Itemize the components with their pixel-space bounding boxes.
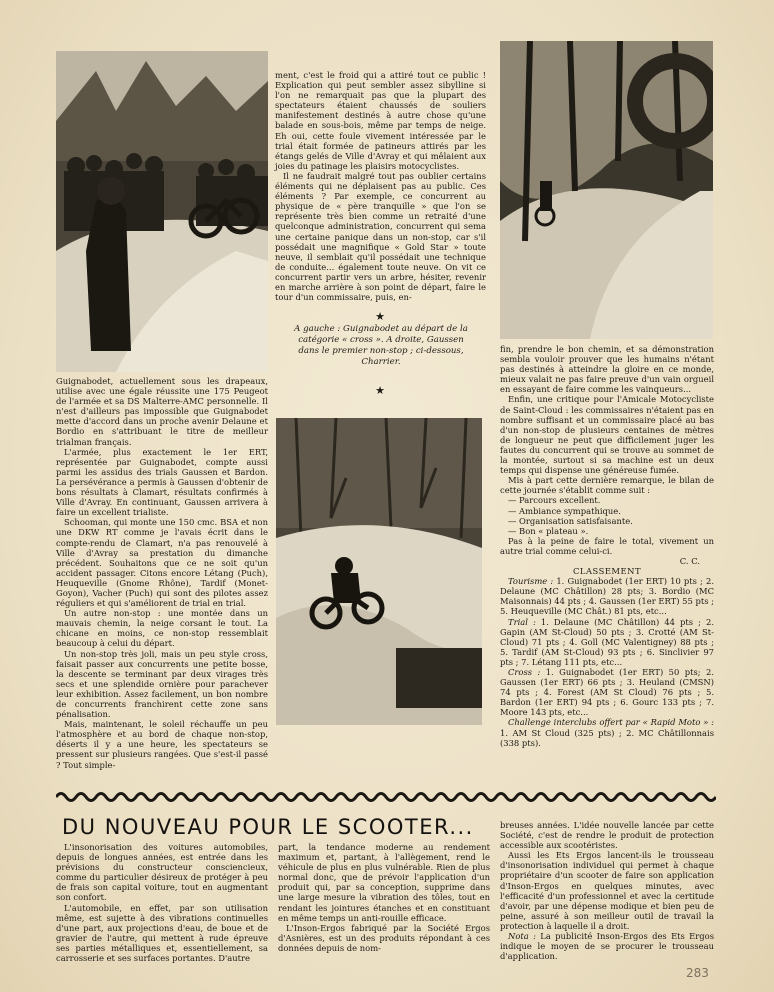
photo-rider-forest	[500, 41, 713, 339]
results-trial: Trial : 1. Delaune (MC Châtillon) 44 pts ; 2. Gapin (AM St-Cloud) 50 pts ; 3. Crotté (AM St-Cloud) 71 pts ; 4. Goll (MC Valentigney) 88 pts ; 5. Tardif (AM St-Cloud) 93 pts ; 6. Sinclivier 97 pts ; 7. Létang 111 pts, etc...	[500, 616, 714, 667]
scooter-article-headline: DU NOUVEAU POUR LE SCOOTER...	[62, 815, 474, 839]
page-number: 283	[686, 966, 709, 980]
paragraph: part, la tendance moderne au rendement maximum et, partant, à l'allègement, rend le véhicule de plus en plus vulnérable. Rien de plus normal donc, que de prévoir l'application d'un produit qui, par sa conception, supprime dans une large mesure la vibration des tôles, tout en rendant les jointures étanches et en constituant en même temps un anti-rouille efficace.	[278, 842, 490, 923]
star-separator: ★	[375, 310, 385, 323]
photo-caption: A gauche : Guignabodet au départ de la catégorie « cross ». A droite, Gaussen dans le premier non-stop ; ci-dessous, Charrier.	[294, 324, 468, 367]
paragraph: Pas à la peine de faire le total, vivement un autre trial comme celui-ci.	[500, 535, 714, 556]
article-column-left	[56, 376, 268, 770]
list-item: — Organisation satisfaisante.	[508, 515, 633, 526]
results-cross: Cross : 1. Guignabodet (1er ERT) 50 pts; 2. Gaussen (1er ERT) 66 pts ; 3. Heuland (CMSN) 74 pts ; 4. Forest (AM St Cloud) 76 pts ; 5. Bardon (1er ERT) 94 pts ; 6. Gourc 133 pts ; 7. Moore 143 pts, etc...	[500, 667, 714, 718]
article-column-right	[500, 344, 714, 748]
results-challenge: Challenge interclubs offert par « Rapid Moto » : 1. AM St Cloud (325 pts) ; 2. MC Châtillonnais (338 pts).	[500, 717, 714, 748]
results-tourisme: Tourisme : 1. Guignabodet (1er ERT) 10 pts ; 2. Delaune (MC Châtillon) 28 pts; 3. Bordio (MC Maisonnais) 44 pts ; 4. Gaussen (1er ERT) 55 pts ; 5. Heuqueville (MC Chât.) 81 pts, etc...	[500, 576, 714, 617]
paragraph: Mais, maintenant, le soleil réchauffe un peu l'atmosphère et au bord de chaque non-stop, déserts il y a une heure, les spectateurs se pressent sur plusieurs rangées. Que s'est-il passé ? Tout simple-	[56, 719, 268, 770]
paragraph: fin, prendre le bon chemin, et sa démonstration sembla vouloir prouver que les humains n'étant pas destinés à atteindre la gloire en ce monde, mieux valait ne pas faire preuve d'un vain orgueil en essayant de faire comme les vainqueurs...	[500, 344, 714, 395]
paragraph: Un autre non-stop : une montée dans un mauvais chemin, la neige corsant le tout. La chicane en moins, ce non-stop ressemblait beaucoup à celui du départ.	[56, 608, 268, 649]
paragraph: L'Inson-Ergos fabriqué par la Société Ergos d'Asnières, est un des produits répondant à ces données depuis de nom-	[278, 922, 490, 953]
paragraph: Aussi les Ets Ergos lancent-ils le trousseau d'insonorisation individuel qui permet à chaque propriétaire d'un scooter de faire son application d'Inson-Ergos en quelques minutes, avec l'efficacité d'un professionnel et avec la certitude d'avoir, par une dépense modique et bien peu de peine, assuré à son meilleur outil de travail la protection à laquelle il a droit.	[500, 850, 714, 931]
paragraph: L'armée, plus exactement le 1er ERT, représentée par Guignabodet, compte aussi parmi les assidus des trials Gaussen et Bardon. La persévérance a permis à Gaussen d'obtenir de bons résultats à Clamart, résultats confirmés à Ville d'Avray. En continuant, Gaussen arrivera à faire un excellent trialiste.	[56, 446, 268, 518]
paragraph: Guignabodet, actuellement sous les drapeaux, utilise avec une égale réussite une 175 Peugeot de l'armée et sa DS Malterre-AMC personnelle. Il n'est d'ailleurs pas impossible que Guignabodet mette d'accord dans un proche avenir Delaune et Bordio en s'attribuant le titre de meilleur trialman français.	[56, 376, 268, 447]
classement-heading: CLASSEMENT	[572, 566, 642, 577]
paragraph: Enfin, une critique pour l'Amicale Motocycliste de Saint-Cloud : les commissaires n'étaient pas en nombre suffisant et un commissaire placé au bas d'un non-stop de plusieurs centaines de mètres de longueur ne peut que difficilement juger les fautes du concurrent qui se trouve au sommet de la montée, surtout si sa machine est un deux temps qui dispense une généreuse fumée.	[500, 394, 714, 476]
photo-rider-snow-descent	[276, 418, 482, 725]
article-column-middle-top	[275, 70, 486, 302]
scooter-column-1	[56, 842, 268, 963]
paragraph: breuses années. L'idée nouvelle lancée par cette Société, c'est de rendre le produit de protection accessible aux scootéristes.	[500, 820, 714, 851]
list-item: — Parcours excellent.	[508, 495, 601, 506]
scooter-column-2	[278, 842, 490, 953]
paragraph: Mis à part cette dernière remarque, le bilan de cette journée s'établit comme suit :	[500, 475, 714, 496]
paragraph: Il ne faudrait malgré tout pas oublier certains éléments qui ne déplaisent pas au public. Ces éléments ? Par exemple, ce concurrent au physique de « père tranquille » que l'on se représente très bien comme un retraité d'une quelconque administration, concurrent qui sema une certaine panique dans un non-stop, car s'il possédait une magnifique « Gold Star » toute neuve, il semblait qu'il possédait une technique de conduite... également toute neuve. On vit ce concurrent partir vers un arbre, hésiter, revenir en marche arrière à son point de départ, faire le tour d'un commissaire, puis, en-	[275, 170, 486, 303]
photo-spectators-trial	[56, 51, 268, 372]
signature: C. C.	[679, 555, 700, 566]
paragraph: ment, c'est le froid qui a attiré tout ce public ! Explication qui peut sembler assez sibylline si l'on ne remarquait pas que la plupart des spectateurs étaient chaussés de souliers manifestement destinés à autre chose qu'une balade en sous-bois, même par temps de neige. Eh oui, cette foule vivement intéressée par le trial était formée de patineurs attirés par les étangs gelés de Ville d'Avray et qui mêlaient aux joies du patinage les plaisirs motocyclistes.	[275, 70, 486, 171]
star-separator: ★	[375, 384, 385, 397]
list-item: — Ambiance sympathique.	[508, 505, 621, 516]
list-item: — Bon « plateau ».	[508, 525, 589, 536]
paragraph: L'insonorisation des voitures automobiles, depuis de longues années, est entrée dans les prévisions du constructeur consciencieux, comme du particulier désireux de protéger à peu de frais son capital voiture, tout en augmentant son confort.	[56, 842, 268, 903]
paragraph: Nota : La publicité Inson-Ergos des Ets Ergos indique le moyen de se procurer le trousseau d'application.	[500, 931, 715, 962]
paragraph: Un non-stop très joli, mais un peu style cross, faisait passer aux concurrents une petite bosse, la descente se terminant par deux virages très secs et une splendide ornière pour parachever leur exhibition. Assez facilement, un bon nombre de concurrents franchirent cette zone sans pénalisation.	[56, 648, 268, 720]
paragraph: Schooman, qui monte une 150 cmc. BSA et non une DKW RT comme je l'avais écrit dans le compte-rendu de Clamart, n'a pas renouvelé à Ville d'Avray sa prestation du dimanche précédent. Souhaitons que ce ne soit qu'un accident passager. Citons encore Létang (Puch), Heuqueville (Gnome Rhône), Tardif (Monet-Goyon), Vacher (Puch) qui sont des pilotes assez réguliers et qui s'améliorent de trial en trial.	[56, 517, 268, 609]
wavy-divider	[56, 790, 716, 804]
paragraph: L'automobile, en effet, par son utilisation même, est sujette à des vibrations continuelles d'une part, aux projections d'eau, de boue et de gravier de l'autre, qui mettent à rude épreuve ses parties métalliques et, essentiellement, sa carrosserie et ses surfaces portantes. D'autre	[56, 902, 268, 964]
scooter-column-3	[500, 820, 714, 961]
